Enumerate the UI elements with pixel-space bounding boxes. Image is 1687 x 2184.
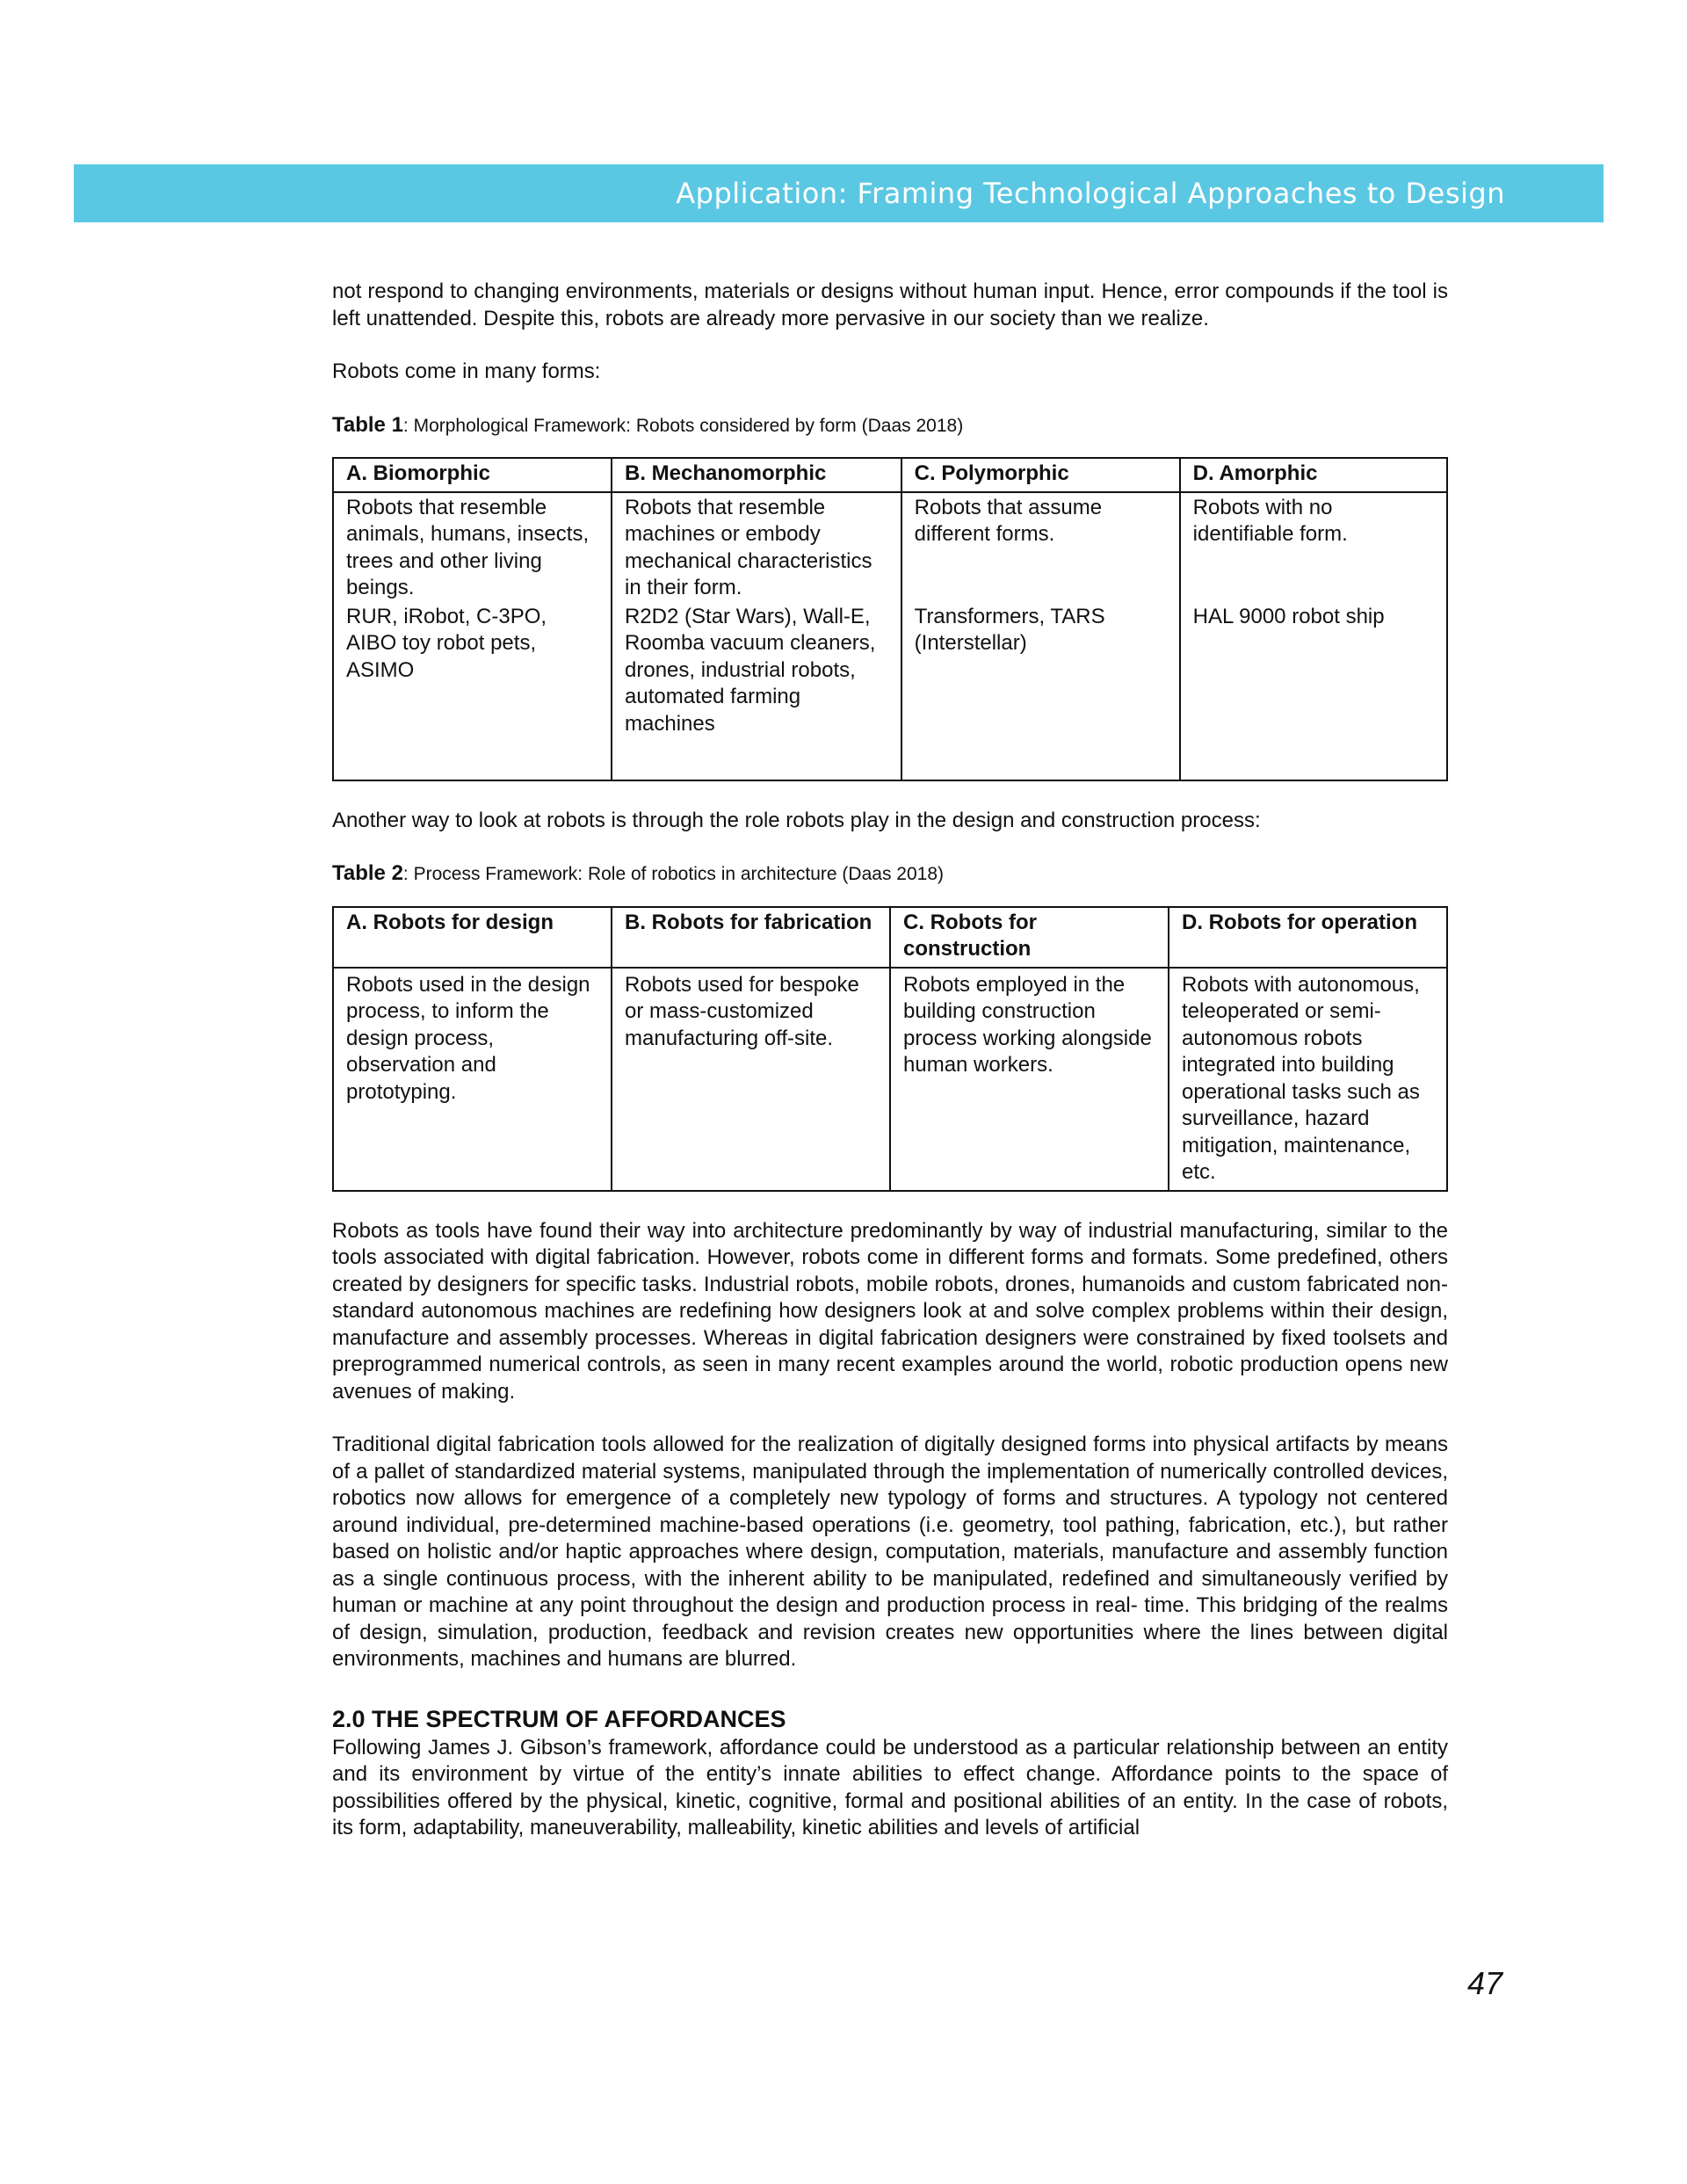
process-framework-table [332,906,1448,1192]
table-header-row [333,907,1447,968]
table1-caption-text: : Morphological Framework: Robots considered by form (Daas 2018) [402,415,964,436]
table-cell: Robots with no identifiable form. [1180,492,1447,604]
table-cell: RUR, iRobot, C-3PO, AIBO toy robot pets, ASIMO [333,604,612,780]
between-tables-paragraph: Another way to look at robots is through the role robots play in the design and construction process: [332,808,1261,832]
table-row [333,604,1447,780]
table-cell: HAL 9000 robot ship [1180,604,1447,780]
table-header-cell: D. Robots for operation [1169,907,1447,968]
table-cell: Robots used in the design process, to inform the design process, observation and prototyping. [333,968,612,1191]
header-band [74,164,1604,222]
table-cell: R2D2 (Star Wars), Wall-E, Roomba vacuum cleaners, drones, industrial robots, automated farming machines [612,604,901,780]
section-heading: 2.0 THE SPECTRUM OF AFFORDANCES [332,1705,786,1732]
intro-lead-in: Robots come in many forms: [332,359,601,383]
intro-paragraph: not respond to changing environments, materials or designs without human input. Hence, error compounds if the tool is left unattended. Despite this, robots are already more pervasive in our society than we realize. [332,279,1448,330]
table2-caption-label: Table 2 [332,861,403,885]
table-header-cell: A. Biomorphic [333,458,612,492]
body-paragraph: Following James J. Gibson’s framework, affordance could be understood as a particular relationship between an entity and its environment by virtue of the entity’s innate abilities to effect change. Affordance points to the space of possibilities offered by the physical, kinetic, cognitive, formal and positional abilities of an entity. In the case of robots, its form, adaptability, maneuverability, malleability, kinetic abilities and levels of artificial [332,1735,1448,1839]
table-header-cell: D. Amorphic [1180,458,1447,492]
body-paragraph: Traditional digital fabrication tools allowed for the realization of digitally designed forms into physical artifacts by means of a pallet of standardized material systems, manipulated through the implementation of numerically controlled devices, robotics now allows for emergence of a completely new typology of forms and structures. A typology not centered around individual, pre-determined machine-based operations (i.e. geometry, tool pathing, fabrication, etc.), but rather based on holistic and/or haptic approaches where design, computation, materials, manufacture and assembly function as a single continuous process, with the inherent ability to be manipulated, redefined and simultaneously verified by human or machine at any point throughout the design and production process in real- time. This bridging of the realms of design, simulation, production, feedback and revision creates new opportunities where the lines between digital environments, machines and humans are blurred. [332,1433,1448,1671]
table-cell: Robots used for bespoke or mass-customized manufacturing off-site. [612,968,890,1191]
table-cell: Robots that resemble machines or embody mechanical characteristics in their form. [612,492,901,604]
table-cell: Robots employed in the building construction process working alongside human workers. [890,968,1169,1191]
table-header-cell: C. Polymorphic [901,458,1180,492]
body-paragraph: Robots as tools have found their way into architecture predominantly by way of industrial manufacturing, similar to the tools associated with digital fabrication. However, robots come in different forms and formats. Some predefined, others created by designers for specific tasks. Industrial robots, mobile robots, drones, humanoids and custom fabricated non-standard autonomous machines are redefining how designers look at and solve complex problems within their design, manufacture and assembly processes. Whereas in digital fabrication designers were constrained by fixed toolsets and preprogrammed numerical controls, as seen in many recent examples around the world, robotic production opens new avenues of making. [332,1218,1448,1404]
table-header-cell: A. Robots for design [333,907,612,968]
table2-caption [332,860,1448,889]
page-content [332,279,1448,1868]
table-cell: Robots that assume different forms. [901,492,1180,604]
table-row [333,968,1447,1191]
table-header-cell: C. Robots for construction [890,907,1169,968]
table-cell: Transformers, TARS (Interstellar) [901,604,1180,780]
table-cell: Robots with autonomous, teleoperated or semi-autonomous robots integrated into building operational tasks such as surveillance, hazard mitigation, maintenance, etc. [1169,968,1447,1191]
page-number: 47 [1466,1965,1502,2001]
table-header-row [333,458,1447,492]
morphological-framework-table [332,457,1448,781]
table-header-cell: B. Mechanomorphic [612,458,901,492]
table2-caption-text: : Process Framework: Role of robotics in architecture (Daas 2018) [402,864,944,884]
table-cell: Robots that resemble animals, humans, insects, trees and other living beings. [333,492,612,604]
table-row [333,492,1447,604]
table1-caption-label: Table 1 [332,412,403,437]
table-header-cell: B. Robots for fabrication [612,907,890,968]
table1-caption [332,412,1448,440]
running-header-title: Application: Framing Technological Approaches to Design [676,177,1505,210]
